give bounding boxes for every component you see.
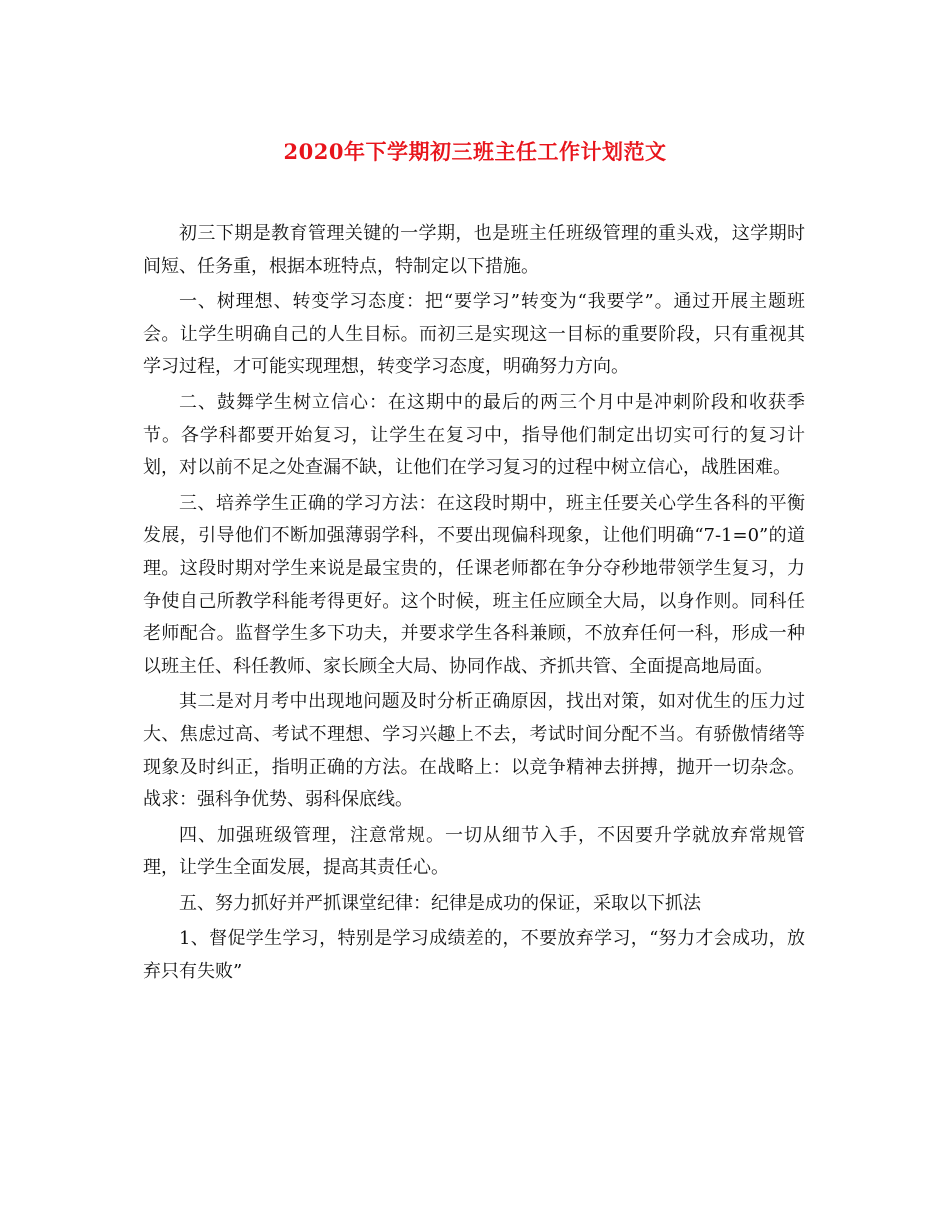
- paragraph-item-1: 1、督促学生学习，特别是学习成绩差的，不要放弃学习，“努力才会成功，放弃只有失败”: [143, 928, 805, 983]
- paragraph-section-5: 五、努力抓好并严抓课堂纪律：纪律是成功的保证，采取以下抓法: [179, 892, 701, 914]
- paragraph-section-3: 三、培养学生正确的学习方法：在这段时期中，班主任要关心学生各科的平衡发展，引导他们不断加强薄弱学科，不要出现偏科现象，让他们明确“7-1=0”的道理。这段时期对学生来说是最宝贵的，任课老师都在争分夺秒地带领学生复习，力争使自己所教学科能考得更好。这个时候，班主任应顾全大局，以身作则。同科任老师配合。监督学生多下功夫，并要求学生各科兼顾，不放弃任何一科，形成一种以班主任、科任教师、家长顾全大局、协同作战、齐抓共管、全面提高地局面。: [143, 492, 805, 677]
- paragraph-intro: 初三下期是教育管理关键的一学期，也是班主任班级管理的重头戏，这学期时间短、任务重，根据本班特点，特制定以下措施。: [143, 223, 805, 277]
- paragraph-section-1: 一、树理想、转变学习态度：把“要学习”转变为“我要学”。通过开展主题班会。让学生明确自己的人生目标。而初三是实现这一目标的重要阶段，只有重视其学习过程，才可能实现理想，转变学习态度，明确努力方向。: [143, 291, 805, 378]
- document-body: [143, 218, 805, 992]
- paragraph-section-2: 二、鼓舞学生树立信心：在这期中的最后的两三个月中是冲刺阶段和收获季节。各学科都要开始复习，让学生在复习中，指导他们制定出切实可行的复习计划，对以前不足之处查漏不缺，让他们在学习复习的过程中树立信心，战胜困难。: [143, 391, 805, 479]
- paragraph-section-3-followup: 其二是对月考中出现地问题及时分析正确原因，找出对策，如对优生的压力过大、焦虑过高、考试不理想、学习兴趣上不去，考试时间分配不当。有骄傲情绪等现象及时纠正，指明正确的方法。在战略上：以竞争精神去拼搏，抛开一切杂念。战求：强科争优势、弱科保底线。: [143, 691, 805, 811]
- document-title: 2020年下学期初三班主任工作计划范文: [283, 139, 667, 164]
- paragraph-section-4: 四、加强班级管理，注意常规。一切从细节入手，不因要升学就放弃常规管理，让学生全面发展，提高其责任心。: [143, 824, 805, 879]
